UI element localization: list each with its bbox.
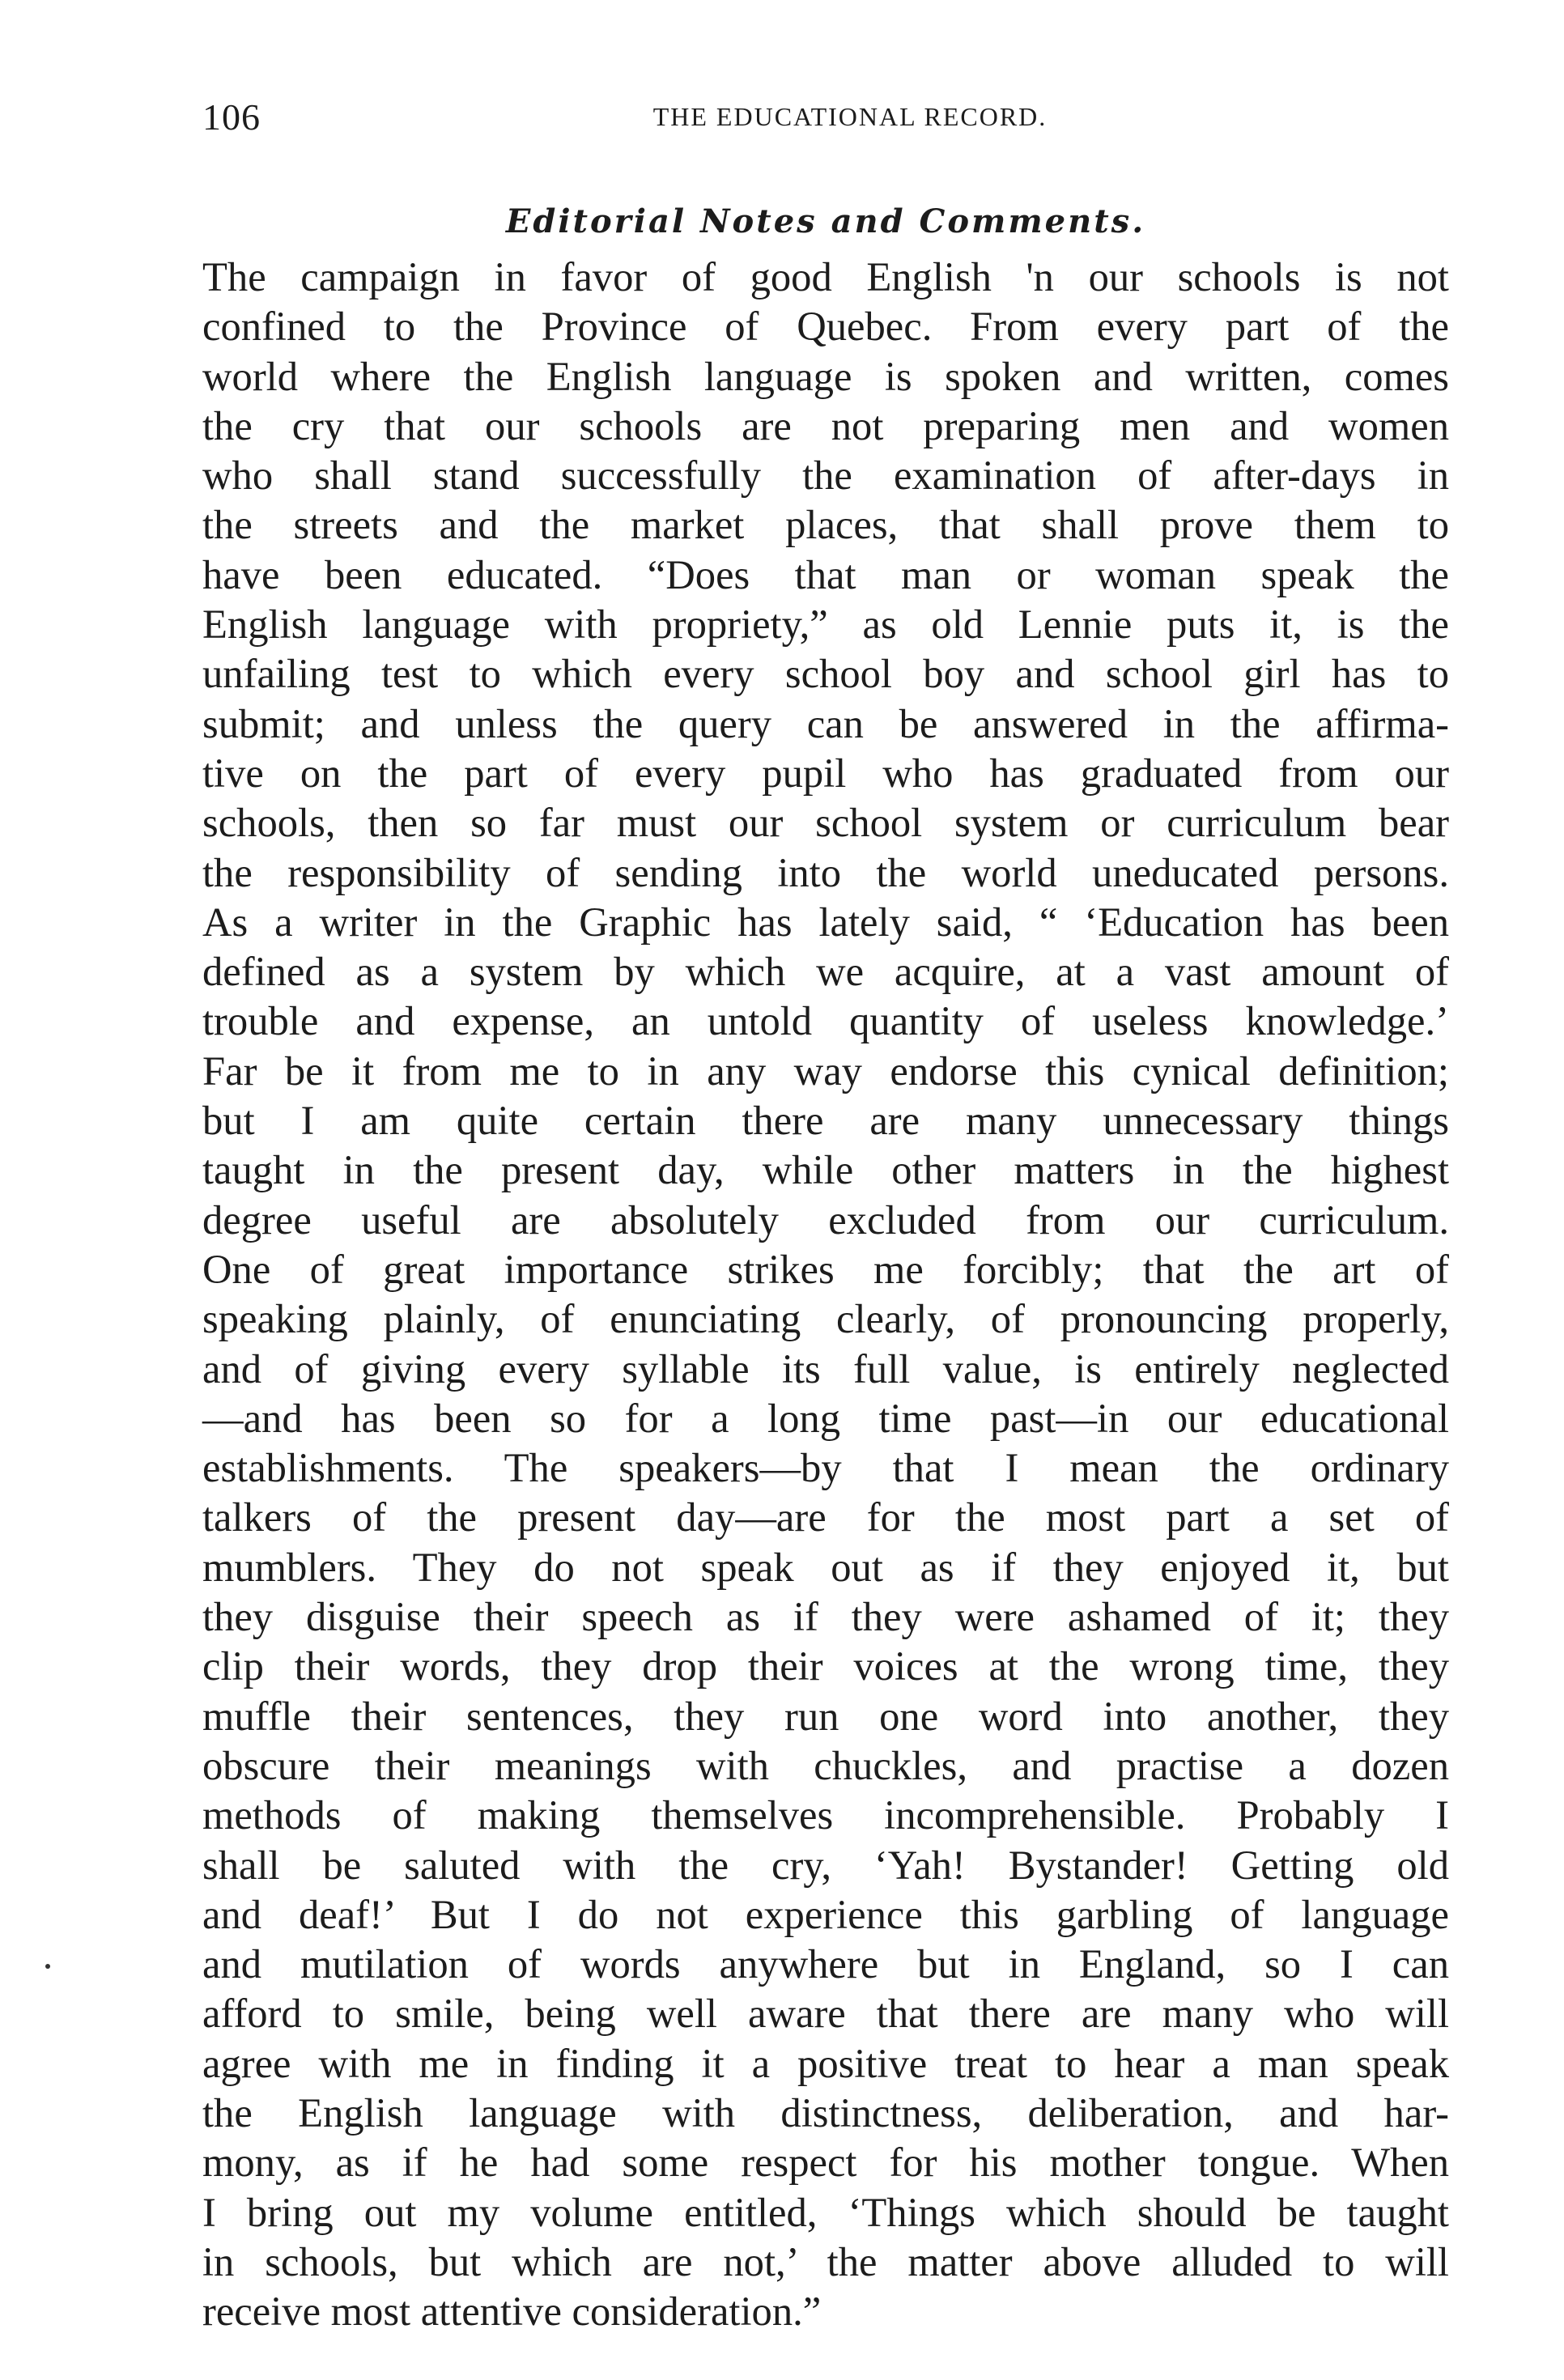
text-line: Far be it from me to in any way endorse this cynical definition; <box>202 1048 1449 1094</box>
section-heading: Editorial Notes and Comments. <box>505 202 1146 240</box>
page-number: 106 <box>202 96 261 138</box>
body-paragraph <box>202 253 1449 2336</box>
text-line: mony, as if he had some respect for his mother tongue. When <box>202 2140 1449 2186</box>
text-line: mumblers. They do not speak out as if they enjoyed it, but <box>202 1544 1449 1590</box>
text-line: clip their words, they drop their voices at the wrong time, they <box>202 1643 1449 1689</box>
text-line: defined as a system by which we acquire, at a vast amount of <box>202 949 1449 995</box>
text-line: world where the English language is spoken and written, comes <box>202 353 1449 399</box>
text-line: but I am quite certain there are many unnecessary things <box>202 1098 1449 1144</box>
text-line: trouble and expense, an untold quantity of useless knowledge.’ <box>202 998 1449 1044</box>
text-line: the responsibility of sending into the world uneducated persons. <box>202 849 1449 895</box>
text-line: and deaf!’ But I do not experience this garbling of language <box>202 1891 1449 1937</box>
text-line: unfailing test to which every school boy and school girl has to <box>202 651 1449 697</box>
text-line: As a writer in the Graphic has lately said, “ ‘Education has been <box>202 899 1449 945</box>
text-line: the English language with distinctness, deliberation, and har- <box>202 2089 1449 2136</box>
text-line: One of great importance strikes me forcibly; that the art of <box>202 1246 1449 1292</box>
text-line: obscure their meanings with chuckles, and practise a dozen <box>202 1742 1449 1788</box>
text-line: agree with me in finding it a positive treat to hear a man speak <box>202 2040 1449 2086</box>
text-line: submit; and unless the query can be answered in the affirma- <box>202 700 1449 746</box>
running-head <box>202 89 1449 146</box>
text-line: —and has been so for a long time past—in our educational <box>202 1395 1449 1441</box>
text-line: afford to smile, being well aware that there are many who will <box>202 1991 1449 2037</box>
text-line: I bring out my volume entitled, ‘Things which should be taught <box>202 2189 1449 2235</box>
text-line: and of giving every syllable its full value, is entirely neglected <box>202 1345 1449 1392</box>
text-line: have been educated. “Does that man or woman speak the <box>202 551 1449 597</box>
journal-title: THE EDUCATIONAL RECORD. <box>652 102 1048 131</box>
text-line: receive most attentive consideration.” <box>202 2289 822 2335</box>
text-line: and mutilation of words anywhere but in England, so I can <box>202 1941 1449 1987</box>
text-line: they disguise their speech as if they were ashamed of it; they <box>202 1594 1449 1640</box>
text-line: talkers of the present day—are for the most part a set of <box>202 1494 1449 1541</box>
text-line: shall be saluted with the cry, ‘Yah! Bystander! Getting old <box>202 1842 1449 1888</box>
text-line: tive on the part of every pupil who has graduated from our <box>202 750 1449 796</box>
text-line: schools, then so far must our school system or curriculum bear <box>202 800 1449 846</box>
text-line: taught in the present day, while other matters in the highest <box>202 1147 1449 1193</box>
text-line: the streets and the market places, that shall prove them to <box>202 502 1449 548</box>
text-line: degree useful are absolutely excluded from our curriculum. <box>202 1196 1449 1243</box>
text-line: English language with propriety,” as old Lennie puts it, is the <box>202 601 1449 648</box>
text-line: who shall stand successfully the examination of after-days in <box>202 453 1449 499</box>
text-line: the cry that our schools are not preparing men and women <box>202 402 1449 448</box>
text-line: The campaign in favor of good English 'n our schools is not <box>202 254 1449 300</box>
text-line: in schools, but which are not,’ the matter above alluded to will <box>202 2238 1449 2284</box>
text-line: muffle their sentences, they run one word into another, they <box>202 1693 1449 1739</box>
text-line: methods of making themselves incomprehensible. Probably I <box>202 1792 1449 1838</box>
text-line: speaking plainly, of enunciating clearly, of pronouncing properly, <box>202 1296 1449 1342</box>
margin-mark <box>45 1964 50 1969</box>
text-line: confined to the Province of Quebec. From every part of the <box>202 304 1449 350</box>
document-page <box>202 89 1449 2335</box>
text-line: establishments. The speakers—by that I mean the ordinary <box>202 1445 1449 1491</box>
